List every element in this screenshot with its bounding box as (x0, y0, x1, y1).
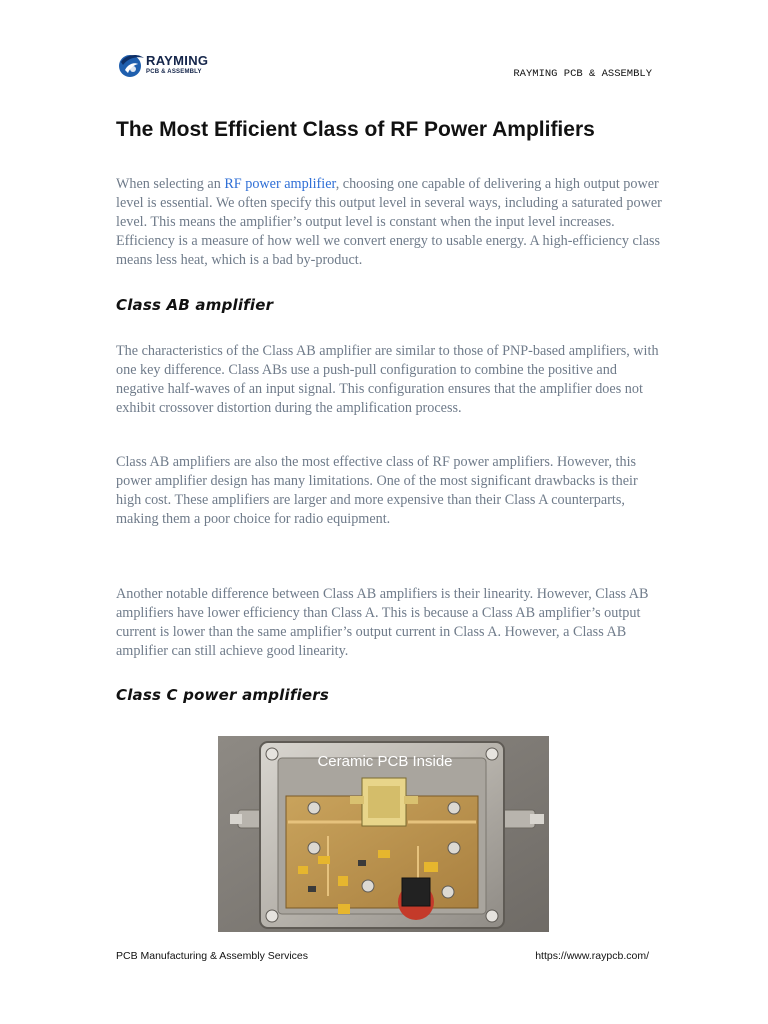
footer-services: PCB Manufacturing & Assembly Services (116, 950, 308, 962)
image-caption: Ceramic PCB Inside (317, 753, 453, 770)
intro-text-before: When selecting an (116, 176, 225, 192)
rayming-logo[interactable] (116, 50, 216, 80)
footer-website-link[interactable]: https://www.raypcb.com/ (535, 950, 649, 962)
header-company-name: RAYMING PCB & ASSEMBLY (513, 68, 652, 80)
section-heading-class-ab: Class AB amplifier (116, 296, 274, 314)
rayming-logo-icon (116, 50, 146, 80)
class-ab-paragraph-3: Another notable difference between Class AB amplifiers is their linearity. However, Class AB amplifiers have lower efficiency than Class A. This is because a Class AB amplifier’s output current is lower than the same amplifier’s output current in Class A. However, a Class AB amplifier can still achieve good linearity. (116, 586, 649, 659)
ceramic-pcb-amplifier-photo (218, 736, 549, 932)
class-ab-paragraph-2: Class AB amplifiers are also the most effective class of RF power amplifiers. However, this power amplifier design has many limitations. One of the most significant drawbacks is their high cost. These amplifiers are larger and more expensive than their Class A counterparts, making them a poor choice for radio equipment. (116, 454, 638, 527)
class-ab-paragraph-1: The characteristics of the Class AB amplifier are similar to those of PNP-based amplifiers, with one key difference. Class ABs use a push-pull configuration to combine the positive and negative half-waves of an input signal. This configuration ensures that the amplifier does not exhibit crossover distortion during the amplification process. (116, 343, 659, 416)
logo-subtitle: PCB & ASSEMBLY (146, 69, 202, 75)
section-heading-class-c: Class C power amplifiers (116, 686, 330, 704)
rf-power-amplifier-link[interactable]: RF power amplifier (224, 176, 336, 192)
intro-text-after: , choosing one capable of delivering a high output power level is essential. We often specify this output level in several ways, including a saturated power level. This means the amplifier’s output level is constant when the input level increases. Efficiency is a measure of how well we convert energy to usable energy. A high-efficiency class means less heat, which is a bad by-product. (116, 176, 662, 268)
logo-name: RAYMING (146, 53, 209, 68)
page-title: The Most Efficient Class of RF Power Amplifiers (116, 118, 595, 141)
intro-paragraph (116, 175, 664, 270)
amplifier-illustration (218, 736, 549, 932)
